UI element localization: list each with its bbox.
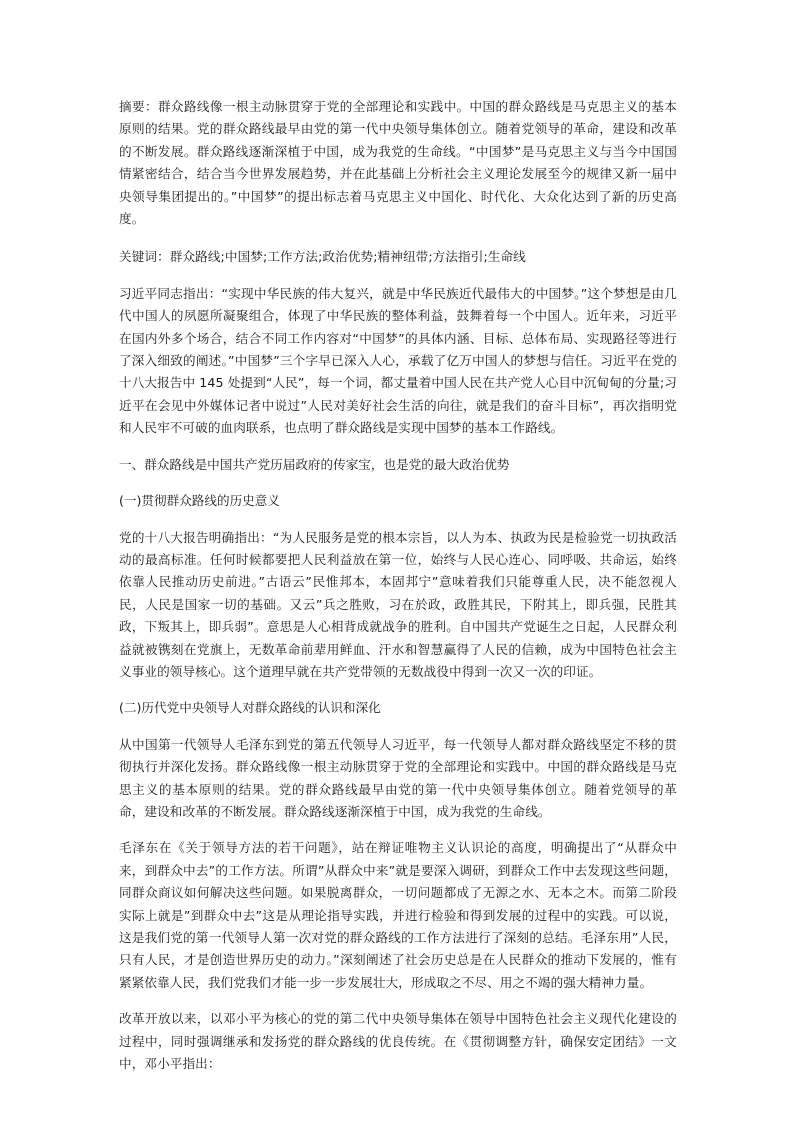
subsection-2-paragraph-2: 毛泽东在《关于领导方法的若干问题》，站在辩证唯物主义认识论的高度，明确提出了“从群众中来，到群众中去”的工作方法。所谓”从群众中来”就是要深入调研，到群众工作中去发现这些问题，同群众商议如何解决这些问题。如果脱离群众，一切问题都成了无源之水、无本之木。而第二阶段实际上就是”到群众中去”这是从理论指导实践，并进行检验和得到发展的过程中的实践。可以说，这是我们党的第一代领导人第一次对党的群众路线的工作方法进行了深刻的总结。毛泽东用”人民，只有人民，才是创造世界历史的动力。”深刻阐述了社会历史总是在人民群众的推动下发展的，惟有紧紧依靠人民，我们党我们才能一步一步发展壮大，形成取之不尽、用之不竭的强大精神力量。 [119,840,677,990]
keywords-line: 关键词：群众路线;中国梦;工作方法;政治优势;精神纽带;方法指引;生命线 [119,249,526,265]
subsection-2-heading: (二)历代党中央领导人对群众路线的认识和深化 [119,700,381,716]
intro-paragraph: 习近平同志指出：“实现中华民族的伟大复兴，就是中华民族近代最伟大的中国梦。”这个梦想是由几代中国人的夙愿所凝聚组合，体现了中华民族的整体利益，鼓舞着每一个中国人。近年来，习近平在国内外多个场合，结合不同工作内容对“中国梦”的具体内涵、目标、总体布局、实现路径等进行了深入细致的阐述。”中国梦”三个字早已深入人心，承载了亿万中国人的梦想与信任。习近平在党的十八大报告中 145 处提到“人民”，每一个词，都丈量着中国人民在共产党人心目中沉甸甸的分量;习近平在会见中外媒体记者中说过”人民对美好社会生活的向往，就是我们的奋斗目标”，再次指明党和人民牢不可破的血肉联系，也点明了群众路线是实现中国梦的基本工作路线。 [119,285,677,436]
subsection-2-paragraph-1: 从中国第一代领导人毛泽东到党的第五代领导人习近平，每一代领导人都对群众路线坚定不移的贯彻执行并深化发扬。群众路线像一根主动脉贯穿于党的全部理论和实践中。中国的群众路线是马克思主义的基本原则的结果。党的群众路线最早由党的第一代中央领导集体创立。随着党领导的革命，建设和改革的不断发展。群众路线逐渐深植于中国，成为我党的生命线。 [119,736,677,819]
section-1-heading: 一、群众路线是中国共产党历届政府的传家宝，也是党的最大政治优势 [119,456,510,472]
subsection-2-paragraph-3: 改革开放以来，以邓小平为核心的党的第二代中央领导集体在领导中国特色社会主义现代化建设的过程中，同时强调继承和发扬党的群众路线的优良传统。在《贯彻调整方针，确保安定团结》一文中，邓小平指出： [119,1011,677,1072]
abstract-paragraph: 摘要：群众路线像一根主动脉贯穿于党的全部理论和实践中。中国的群众路线是马克思主义的基本原则的结果。党的群众路线最早由党的第一代中央领导集体创立。随着党领导的革命，建设和改革的不断发展。群众路线逐渐深植于中国，成为我党的生命线。“中国梦”是马克思主义与当今中国国情紧密结合，结合当今世界发展趋势，并在此基础上分析社会主义理论发展至今的规律又新一届中央领导集团提出的。”中国梦”的提出标志着马克思主义中国化、时代化、大众化达到了新的历史高度。 [119,99,677,227]
subsection-1-paragraph: 党的十八大报告明确指出：“为人民服务是党的根本宗旨，以人为本、执政为民是检验党一切执政活动的最高标准。任何时候都要把人民利益放在第一位，始终与人民心连心、同呼吸、共命运，始终依靠人民推动历史前进。”古语云”民惟邦本，本固邦宁”意味着我们只能尊重人民，决不能忽视人民，人民是国家一切的基础。又云”兵之胜败，习在於政，政胜其民，下附其上，即兵强，民胜其政，下叛其上，即兵弱”。意思是人心相背成就战争的胜利。自中国共产党诞生之日起，人民群众利益就被镌刻在党旗上，无数革命前辈用鲜血、汗水和智慧赢得了人民的信赖，成为中国特色社会主义事业的领导核心。这个道理早就在共产党带领的无数战役中得到一次又一次的印证。 [119,529,677,679]
subsection-1-heading: (一)贯彻群众路线的历史意义 [119,493,280,509]
document-page [119,96,677,1075]
